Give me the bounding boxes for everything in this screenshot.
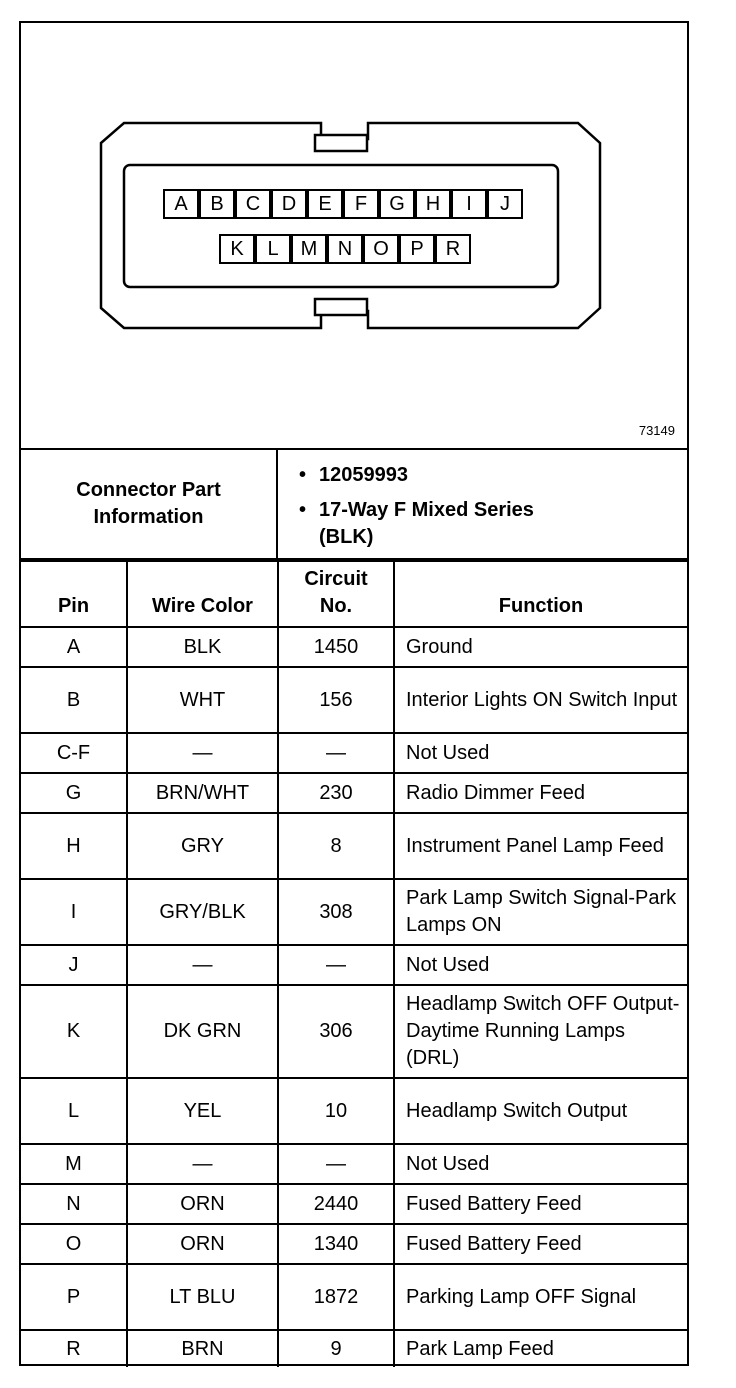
wire-color-cell: — [127,733,278,773]
function-cell: Headlamp Switch OFF Output-Daytime Running Lamps (DRL) [394,985,687,1078]
header-pin: Pin [21,561,127,627]
pin-i: I [451,189,487,219]
table-row [21,773,687,813]
table-row [21,1330,687,1367]
pin-cell: P [21,1264,127,1330]
pin-cell: R [21,1330,127,1367]
table-row [21,1144,687,1184]
function-cell: Not Used [394,1144,687,1184]
wire-color-cell: GRY/BLK [127,879,278,945]
table-row [21,1264,687,1330]
function-cell: Fused Battery Feed [394,1224,687,1264]
pin-c: C [235,189,271,219]
pin-p: P [399,234,435,264]
circuit-cell: 306 [278,985,394,1078]
circuit-cell: 230 [278,773,394,813]
wire-color-cell: YEL [127,1078,278,1144]
function-cell: Not Used [394,945,687,985]
pin-k: K [219,234,255,264]
wire-color-cell: ORN [127,1224,278,1264]
header-circuit: Circuit No. [278,561,394,627]
bullet-icon: • [299,464,307,486]
function-cell: Park Lamp Switch Signal-Park Lamps ON [394,879,687,945]
circuit-cell: 1872 [278,1264,394,1330]
function-cell: Parking Lamp OFF Signal [394,1264,687,1330]
wire-color-cell: — [127,1144,278,1184]
pin-l: L [255,234,291,264]
table-row [21,1184,687,1224]
pin-cell: I [21,879,127,945]
circuit-cell: — [278,733,394,773]
pin-m: M [291,234,327,264]
connector-part-info [21,450,687,560]
circuit-cell: 8 [278,813,394,879]
connector-diagram [21,23,687,450]
pin-n: N [327,234,363,264]
pin-cell: L [21,1078,127,1144]
connector-sheet [19,21,689,1366]
wire-color-cell: — [127,945,278,985]
circuit-cell: — [278,945,394,985]
pin-f: F [343,189,379,219]
pin-a: A [163,189,199,219]
wire-color-cell: DK GRN [127,985,278,1078]
pin-cell: C-F [21,733,127,773]
function-cell: Headlamp Switch Output [394,1078,687,1144]
function-cell: Interior Lights ON Switch Input [394,667,687,733]
pin-d: D [271,189,307,219]
wire-color-cell: ORN [127,1184,278,1224]
pin-h: H [415,189,451,219]
function-cell: Radio Dimmer Feed [394,773,687,813]
part-description-item [299,497,549,551]
pin-cell: G [21,773,127,813]
figure-number: 73149 [638,423,675,438]
circuit-cell: 2440 [278,1184,394,1224]
table-row [21,667,687,733]
part-info-label: Connector Part Information [21,450,278,558]
pin-e: E [307,189,343,219]
wire-color-cell: GRY [127,813,278,879]
function-cell: Not Used [394,733,687,773]
header-function: Function [394,561,687,627]
wire-color-cell: BRN [127,1330,278,1367]
pin-cell: B [21,667,127,733]
part-info-details [279,450,679,558]
pin-cell: K [21,985,127,1078]
wire-color-cell: WHT [127,667,278,733]
pin-cell: O [21,1224,127,1264]
table-row [21,879,687,945]
table-row [21,1224,687,1264]
pin-cell: A [21,627,127,667]
table-row [21,1078,687,1144]
pin-b: B [199,189,235,219]
circuit-cell: 308 [278,879,394,945]
circuit-cell: 1340 [278,1224,394,1264]
table-row [21,945,687,985]
table-row [21,627,687,667]
table-row [21,733,687,773]
circuit-cell: 10 [278,1078,394,1144]
function-cell: Ground [394,627,687,667]
circuit-cell: 9 [278,1330,394,1367]
pin-g: G [379,189,415,219]
pinout-table [21,560,687,1367]
wire-color-cell: BRN/WHT [127,773,278,813]
pin-cell: H [21,813,127,879]
part-number: 12059993 [319,464,408,486]
part-description: 17-Way F Mixed Series (BLK) [319,499,534,548]
pin-cell: J [21,945,127,985]
table-row [21,985,687,1078]
header-wire-color: Wire Color [127,561,278,627]
pin-j: J [487,189,523,219]
pin-cell: N [21,1184,127,1224]
circuit-cell: — [278,1144,394,1184]
circuit-cell: 1450 [278,627,394,667]
wire-color-cell: BLK [127,627,278,667]
wire-color-cell: LT BLU [127,1264,278,1330]
part-number-item [299,462,408,489]
bullet-icon: • [299,499,307,521]
pin-r: R [435,234,471,264]
pin-o: O [363,234,399,264]
circuit-cell: 156 [278,667,394,733]
table-row [21,813,687,879]
function-cell: Park Lamp Feed [394,1330,687,1367]
function-cell: Fused Battery Feed [394,1184,687,1224]
pin-cell: M [21,1144,127,1184]
function-cell: Instrument Panel Lamp Feed [394,813,687,879]
